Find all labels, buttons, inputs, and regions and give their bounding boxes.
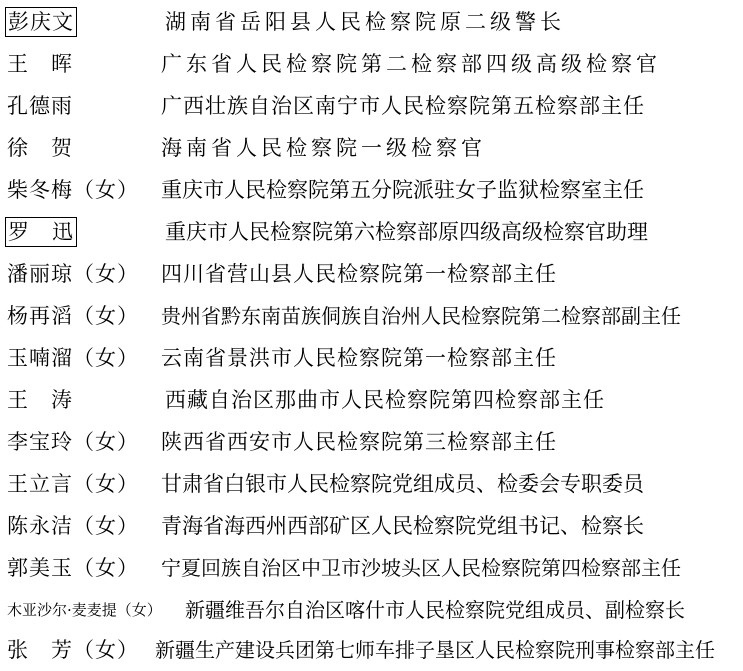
person-title: 广东省人民检察院第二检察部四级高级检察官 (161, 52, 661, 76)
roster-row (0, 85, 743, 127)
person-title: 陕西省西安市人民检察院第三检察部主任 (161, 430, 557, 454)
roster-row (0, 253, 743, 295)
roster-row (0, 337, 743, 379)
person-title: 重庆市人民检察院第五分院派驻女子监狱检察室主任 (161, 178, 644, 202)
person-name: 柴冬梅（女） (7, 178, 139, 202)
person-name: 罗 迅 (5, 217, 77, 247)
person-title: 贵州省黔东南苗族侗族自治州人民检察院第二检察部副主任 (161, 304, 681, 328)
roster-row (0, 169, 743, 211)
roster-row (0, 547, 743, 589)
person-name: 王 涛 (7, 388, 73, 412)
person-name: 张 芳（女） (7, 638, 139, 662)
person-name: 李宝玲（女） (7, 430, 139, 454)
person-title: 重庆市人民检察院第六检察部原四级高级检察官助理 (165, 220, 648, 244)
person-name: 徐 贺 (7, 136, 73, 160)
person-title: 青海省海西州西部矿区人民检察院党组书记、检察长 (161, 514, 644, 538)
roster-row (0, 295, 743, 337)
person-name: 王立言（女） (7, 472, 139, 496)
person-title: 海南省人民检察院一级检察官 (161, 136, 486, 160)
person-name: 玉喃溜（女） (7, 346, 139, 370)
roster-row (0, 1, 743, 43)
person-name: 郭美玉（女） (7, 556, 139, 580)
person-name: 陈永洁（女） (7, 514, 139, 538)
person-title: 广西壮族自治区南宁市人民检察院第五检察部主任 (161, 94, 645, 118)
person-title: 云南省景洪市人民检察院第一检察部主任 (161, 346, 557, 370)
roster-row (0, 505, 743, 547)
person-name: 孔德雨 (7, 94, 73, 118)
roster-row (0, 127, 743, 169)
person-title: 新疆维吾尔自治区喀什市人民检察院党组成员、副检察长 (185, 598, 685, 622)
person-name: 潘丽琼（女） (7, 262, 139, 286)
person-title: 四川省营山县人民检察院第一检察部主任 (161, 262, 557, 286)
person-name: 王 晖 (7, 52, 73, 76)
roster-row (0, 211, 743, 253)
person-title: 西藏自治区那曲市人民检察院第四检察部主任 (165, 388, 605, 412)
roster-row (0, 421, 743, 463)
person-title: 新疆生产建设兵团第七师车排子垦区人民检察院刑事检察部主任 (155, 638, 715, 662)
person-title: 甘肃省白银市人民检察院党组成员、检委会专职委员 (161, 472, 644, 496)
person-title: 湖南省岳阳县人民检察院原二级警长 (165, 10, 565, 34)
roster-row (0, 463, 743, 505)
person-name: 杨再滔（女） (7, 304, 139, 328)
roster-row (0, 43, 743, 85)
person-name: 木亚沙尔·麦麦提（女） (7, 601, 162, 619)
person-title: 宁夏回族自治区中卫市沙坡头区人民检察院第四检察部主任 (161, 556, 681, 580)
roster-row (0, 589, 743, 631)
person-name: 彭庆文 (5, 7, 77, 37)
roster-row (0, 629, 743, 671)
roster-row (0, 379, 743, 421)
